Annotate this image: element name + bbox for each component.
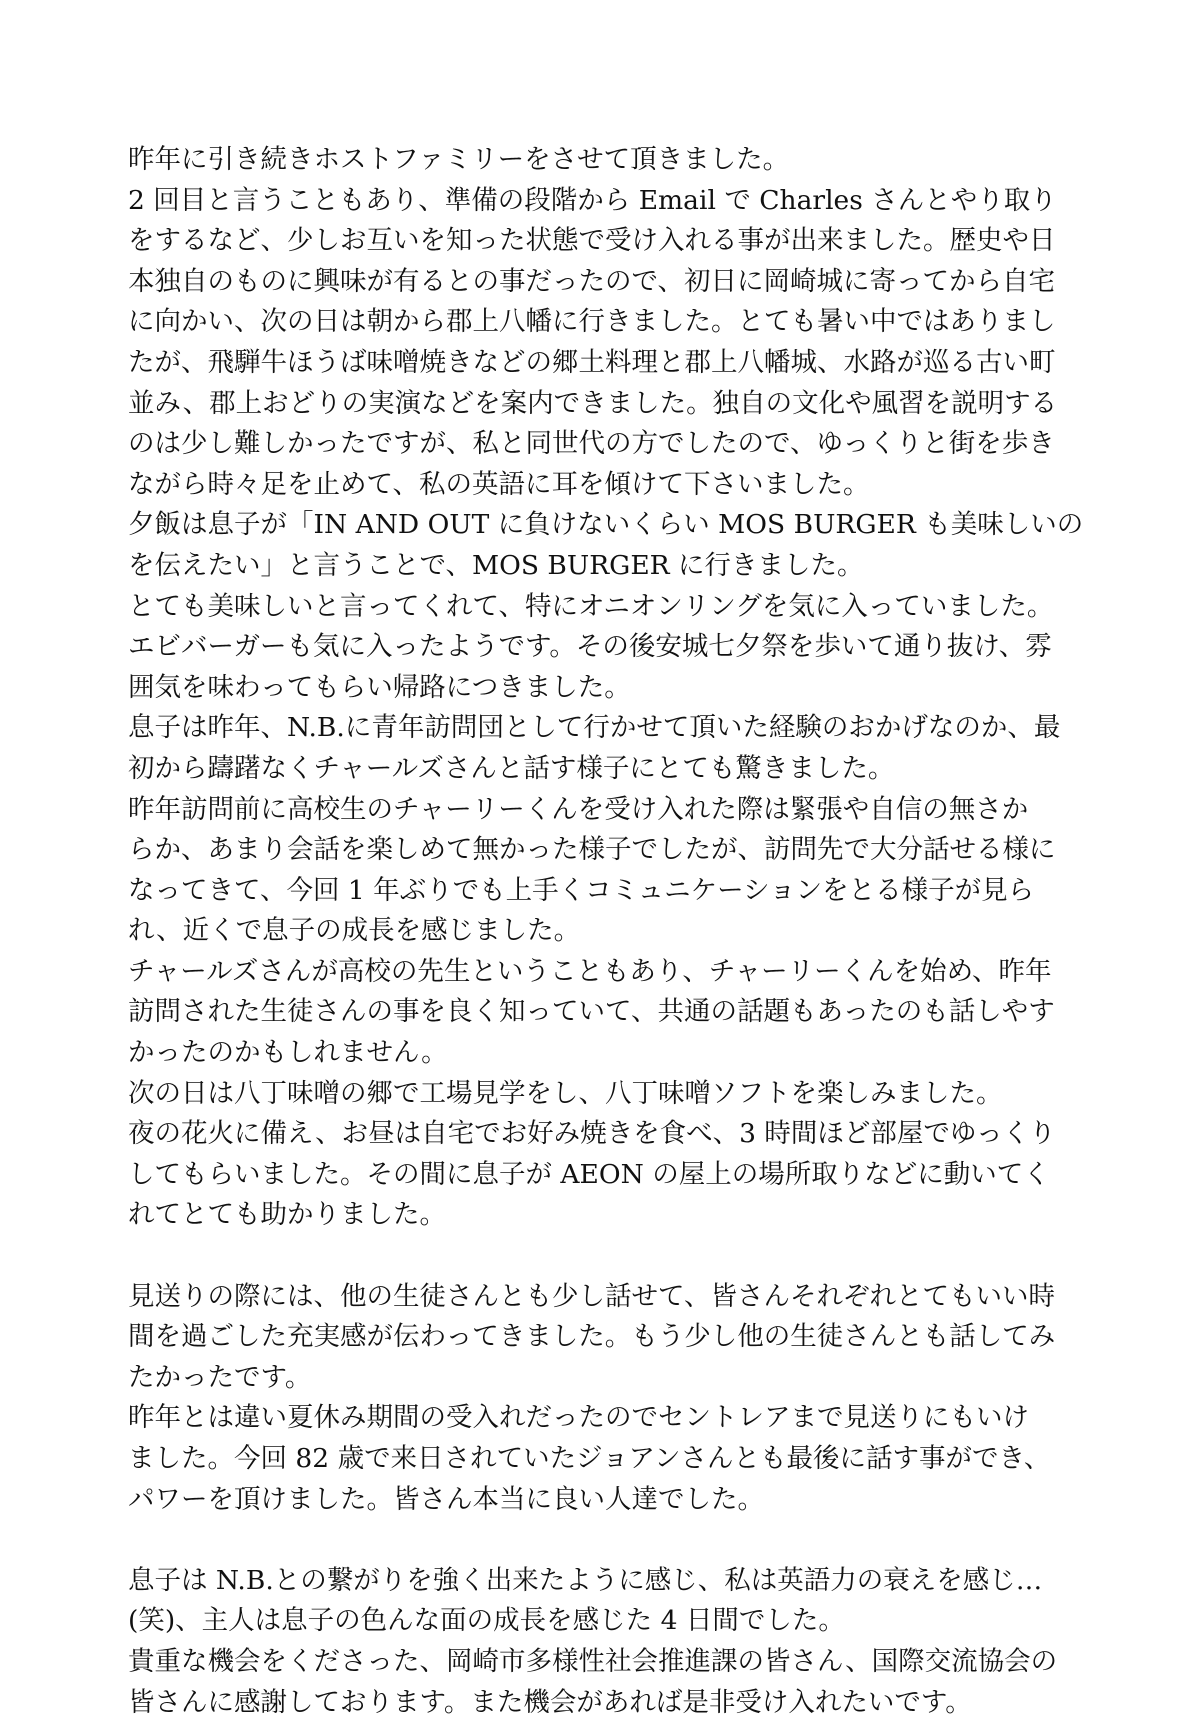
text-line: れてとても助かりました。 <box>128 1199 446 1231</box>
text-line: 並み、郡上おどりの実演などを案内できました。独自の文化や風習を説明する <box>128 387 1058 419</box>
text-line: 訪問された生徒さんの事を良く知っていて、共通の話題もあったのも話しやす <box>128 996 1055 1028</box>
text-line: 2 回目と言うこともあり、準備の段階から Email で Charles さんとやり取り <box>128 184 1057 216</box>
text-line: 夕飯は息子が「IN AND OUT に負けないくらい MOS BURGER も美味しいの <box>128 509 1084 541</box>
text-line: 夜の花火に備え、お昼は自宅でお好み焼きを食べ、3 時間ほど部屋でゆっくり <box>128 1118 1056 1150</box>
text-line: のは少し難しかったですが、私と同世代の方でしたので、ゆっくりと街を歩き <box>128 428 1055 460</box>
text-line: を伝えたい」と言うことで、MOS BURGER に行きました。 <box>128 549 864 581</box>
text-line: かったのかもしれません。 <box>128 1037 448 1069</box>
text-line: 昨年訪問前に高校生のチャーリーくんを受け入れた際は緊張や自信の無さか <box>128 793 1029 825</box>
text-line: 息子は N.B.との繋がりを強く出来たように感じ、私は英語力の衰えを感じ… <box>128 1564 1043 1596</box>
text-line: 次の日は八丁味噌の郷で工場見学をし、八丁味噌ソフトを楽しみました。 <box>128 1077 1003 1109</box>
blank-line <box>128 1520 1088 1561</box>
text-line: れ、近くで息子の成長を感じました。 <box>128 915 581 947</box>
text-line: 見送りの際には、他の生徒さんとも少し話せて、皆さんそれぞれとてもいい時 <box>128 1280 1055 1312</box>
text-line: 初から躊躇なくチャールズさんと話す様子にとても驚きました。 <box>128 752 895 784</box>
text-line: ながら時々足を止めて、私の英語に耳を傾けて下さいました。 <box>128 468 870 500</box>
text-line: らか、あまり会話を楽しめて無かった様子でしたが、訪問先で大分話せる様に <box>128 834 1056 866</box>
text-line: チャールズさんが高校の先生ということもあり、チャーリーくんを始め、昨年 <box>128 955 1052 987</box>
text-line: してもらいました。その間に息子が AEON の屋上の場所取りなどに動いてく <box>128 1158 1050 1190</box>
text-line: に向かい、次の日は朝から郡上八幡に行きました。とても暑い中ではありまし <box>128 306 1056 338</box>
text-line: とても美味しいと言ってくれて、特にオニオンリングを気に入っていました。 <box>128 590 1054 622</box>
text-line: エビバーガーも気に入ったようです。その後安城七夕祭を歩いて通り抜け、雰 <box>128 631 1052 663</box>
text-line: なってきて、今回 1 年ぶりでも上手くコミュニケーションをとる様子が見ら <box>128 874 1035 906</box>
text-line: 本独自のものに興味が有るとの事だったので、初日に岡崎城に寄ってから自宅 <box>128 265 1055 297</box>
text-line: ました。今回 82 歳で来日されていたジョアンさんとも最後に話す事ができ、 <box>128 1443 1051 1474</box>
text-line: 囲気を味わってもらい帰路につきました。 <box>128 671 631 703</box>
text-line: 貴重な機会をくださった、岡崎市多様性社会推進課の皆さん、国際交流協会の <box>128 1645 1058 1677</box>
document-body <box>128 140 1088 1723</box>
text-line: 昨年とは違い夏休み期間の受入れだったのでセントレアまで見送りにもいけ <box>128 1402 1029 1434</box>
text-line: 皆さんに感謝しております。また機会があれば是非受け入れたいです。 <box>128 1686 972 1718</box>
text-line: たが、飛騨牛ほうば味噌焼きなどの郷土料理と郡上八幡城、水路が巡る古い町 <box>128 346 1056 378</box>
text-line: たかったです。 <box>128 1361 312 1393</box>
text-line: 息子は昨年、N.B.に青年訪問団として行かせて頂いた経験のおかげなのか、最 <box>128 712 1061 744</box>
text-line: をするなど、少しお互いを知った状態で受け入れる事が出来ました。歴史や日 <box>128 225 1056 257</box>
text-line: 昨年に引き続きホストファミリーをさせて頂きました。 <box>128 144 790 175</box>
text-line: (笑)、主人は息子の色んな面の成長を感じた 4 日間でした。 <box>128 1605 845 1637</box>
text-line: 間を過ごした充実感が伝わってきました。もう少し他の生徒さんとも話してみ <box>128 1321 1056 1353</box>
text-line: パワーを頂けました。皆さん本当に良い人達でした。 <box>128 1483 764 1515</box>
blank-line <box>128 1236 1088 1277</box>
